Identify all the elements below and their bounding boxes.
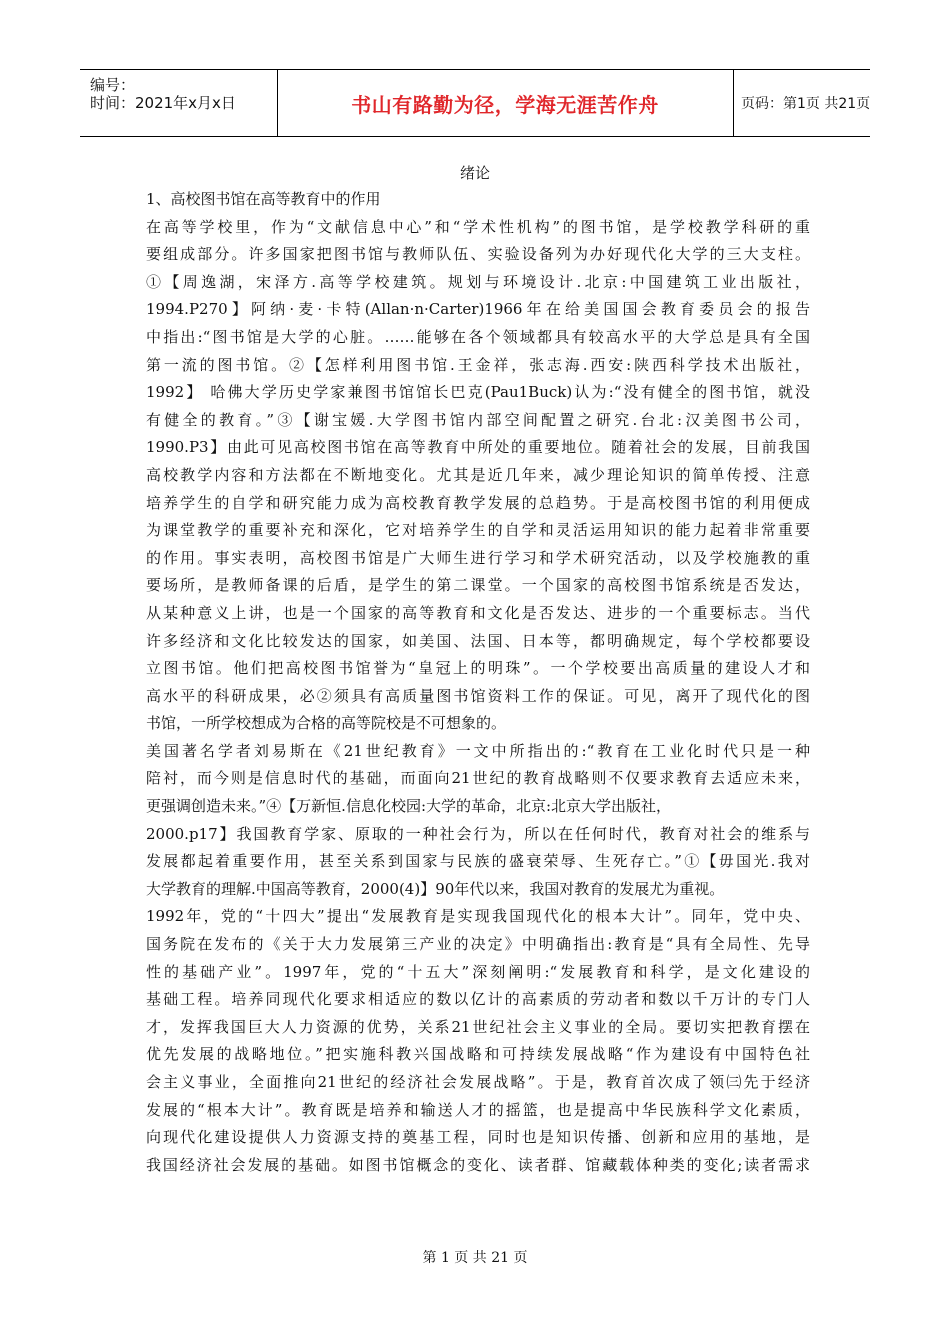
- body-text-line: 陪衬，而今则是信息时代的基础，而面向21世纪的教育战略则不仅要求教育去适应未来，: [146, 769, 810, 788]
- body-text-line: 从某种意义上讲，也是一个国家的高等教育和文化是否发达、进步的一个重要标志。当代: [146, 603, 810, 622]
- body-text-line: ①【周逸湖，宋泽方.高等学校建筑。规划与环境设计.北京:中国建筑工业出版社，: [146, 272, 810, 291]
- document-number-label: 编号：: [90, 76, 136, 94]
- body-text-line: 2000.p17】我国教育学家、原取的一种社会行为，所以在任何时代，教育对社会的维系与: [146, 824, 810, 843]
- body-text-line: 为课堂教学的重要补充和深化，它对培养学生的自学和灵活运用知识的能力起着非常重要: [146, 521, 810, 540]
- header-meta-cell: [80, 70, 278, 136]
- document-header: [80, 69, 870, 137]
- document-title: 绪论: [459, 164, 490, 182]
- body-text-line: 我国经济社会发展的基础。如图书馆概念的变化、读者群、馆藏载体种类的变化;读者需求: [146, 1155, 810, 1174]
- body-text-line: 1992年，党的“十四大”提出“发展教育是实现我国现代化的根本大计”。同年，党中央、: [146, 907, 810, 926]
- body-text-line: 国务院在发布的《关于大力发展第三产业的决定》中明确指出:教育是“具有全局性、先导: [146, 935, 810, 954]
- body-text-line: 1992】 哈佛大学历史学家兼图书馆馆长巴克(Pau1Buck)认为:“没有健全的图书馆，就没: [146, 383, 810, 402]
- body-text-line: 在高等学校里，作为“文献信息中心”和“学术性机构”的图书馆，是学校教学科研的重: [146, 217, 810, 236]
- body-text-line: 发展的“根本大计”。教育既是培养和输送人才的摇篮，也是提高中华民族科学文化素质，: [146, 1100, 810, 1119]
- body-text-line: 更强调创造未来。”④【万新恒.信息化校园:大学的革命，北京:北京大学出版社，: [146, 797, 672, 816]
- body-text-line: 有健全的教育。”③【谢宝媛.大学图书馆内部空间配置之研究.台北:汉美图书公司，: [146, 410, 810, 429]
- header-page-cell: [733, 70, 870, 136]
- body-text-line: 1、高校图书馆在高等教育中的作用: [146, 190, 381, 208]
- page-footer: 第 1 页 共 21 页: [422, 1250, 528, 1266]
- body-text-line: 立图书馆。他们把高校图书馆誉为“皇冠上的明珠”。一个学校要出高质量的建设人才和: [146, 659, 810, 678]
- body-text-line: 高校教学内容和方法都在不断地变化。尤其是近几年来，减少理论知识的简单传授、注意: [146, 465, 810, 484]
- body-text-line: 发展都起着重要作用，甚至关系到国家与民族的盛衰荣辱、生死存亡。”①【毋国光.我对: [146, 852, 810, 871]
- header-page-number: 页码：第1页 共21页: [741, 96, 871, 112]
- body-text-line: 要场所，是教师备课的后盾，是学生的第二课堂。一个国家的高校图书馆系统是否发达，: [146, 576, 810, 595]
- body-text-line: 向现代化建设提供人力资源支持的奠基工程，同时也是知识传播、创新和应用的基地，是: [146, 1128, 810, 1147]
- body-text-line: 美国著名学者刘易斯在《21世纪教育》一文中所指出的:“教育在工业化时代只是一种: [146, 741, 810, 760]
- body-text-line: 的作用。事实表明，高校图书馆是广大师生进行学习和学术研究活动，以及学校施教的重: [146, 548, 810, 567]
- body-text-line: 基础工程。培养同现代化要求相适应的数以亿计的高素质的劳动者和数以千万计的专门人: [146, 990, 810, 1009]
- header-motto: 书山有路勤为径，学海无涯苦作舟: [351, 92, 659, 117]
- body-text-line: 高水平的科研成果，必②须具有高质量图书馆资料工作的保证。可见，离开了现代化的图: [146, 686, 810, 705]
- body-text-line: 培养学生的自学和研究能力成为高校教育教学发展的总趋势。于是高校图书馆的利用便成: [146, 493, 810, 512]
- body-text-line: 才，发挥我国巨大人力资源的优势，关系21世纪社会主义事业的全局。要切实把教育摆在: [146, 1017, 810, 1036]
- body-text-line: 性的基础产业”。1997年，党的“十五大”深刻阐明:“发展教育和科学，是文化建设的: [146, 962, 810, 981]
- body-text-line: 1990.P3】由此可见高校图书馆在高等教育中所处的重要地位。随着社会的发展，目前我国: [146, 438, 810, 457]
- body-text-line: 大学教育的理解.中国高等教育，2000(4)】90年代以来，我国对教育的发展尤为重视。: [146, 879, 725, 898]
- header-motto-cell: [277, 70, 734, 136]
- body-text-line: 许多经济和文化比较发达的国家，如美国、法国、日本等，都明确规定，每个学校都要设: [146, 631, 810, 650]
- body-text-line: 优先发展的战略地位。”把实施科教兴国战略和可持续发展战略“作为建设有中国特色社: [146, 1045, 810, 1064]
- document-body: [146, 186, 810, 1179]
- body-text-line: 要组成部分。许多国家把图书馆与教师队伍、实验设备列为办好现代化大学的三大支柱。: [146, 245, 810, 264]
- body-text-line: 1994.P270】阿纳·麦·卡特(Allan·n·Carter)1966年在给美国国会教育委员会的报告: [146, 300, 810, 319]
- body-text-line: 书馆，一所学校想成为合格的高等院校是不可想象的。: [146, 714, 507, 733]
- document-date-label: 时间：2021年x月x日: [90, 94, 236, 112]
- body-text-line: 中指出:“图书馆是大学的心脏。……能够在各个领域都具有较高水平的大学总是具有全国: [146, 327, 810, 346]
- body-text-line: 第一流的图书馆。②【怎样利用图书馆.王金祥，张志海.西安:陕西科学技术出版社，: [146, 355, 810, 374]
- body-text-line: 会主义事业，全面推向21世纪的经济社会发展战略”。于是，教育首次成了领㈢先于经济: [146, 1073, 810, 1091]
